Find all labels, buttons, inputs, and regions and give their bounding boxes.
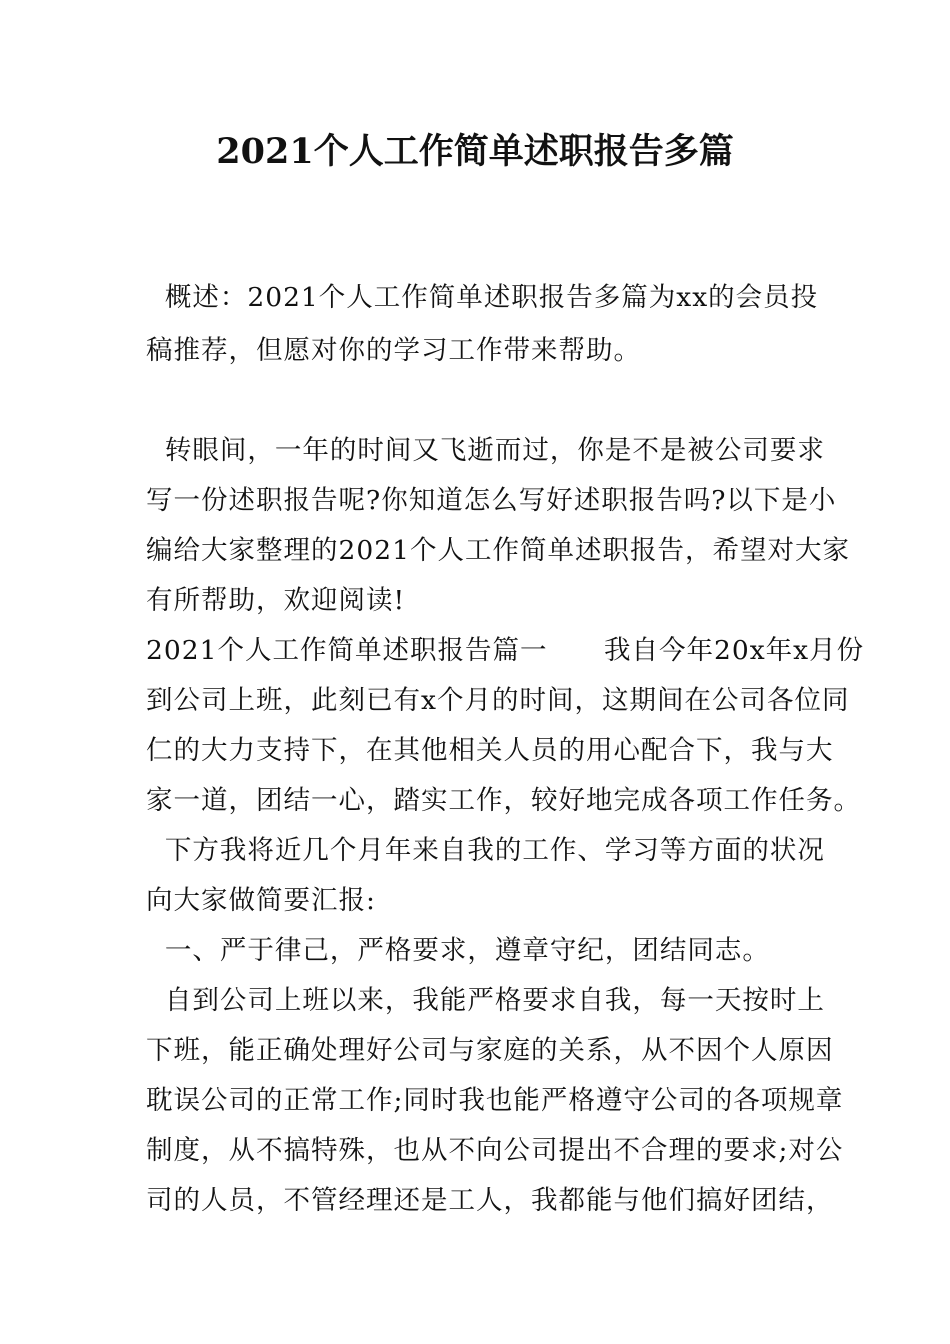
paragraph-line: 仁的大力支持下，在其他相关人员的用心配合下，我与大 [146,735,834,766]
paragraph-line: 下班，能正确处理好公司与家庭的关系，从不因个人原因 [146,1035,834,1066]
paragraph-line: 稿推荐，但愿对你的学习工作带来帮助。 [146,335,641,366]
paragraph-line: 转眼间，一年的时间又飞逝而过，你是不是被公司要求 [146,435,825,466]
paragraph-line: 写一份述职报告呢?你知道怎么写好述职报告吗?以下是小 [146,485,837,516]
document-title: 2021个人工作简单述职报告多篇 [216,131,734,172]
paragraph-line: 2021个人工作简单述职报告篇一 我自今年20x年x月份 [146,635,865,666]
paragraph-line: 编给大家整理的2021个人工作简单述职报告，希望对大家 [146,535,850,566]
paragraph-line: 司的人员，不管经理还是工人，我都能与他们搞好团结， [146,1185,834,1216]
paragraph-line: 家一道，团结一心，踏实工作，较好地完成各项工作任务。 [146,785,861,816]
paragraph-line: 自到公司上班以来，我能严格要求自我，每一天按时上 [146,985,825,1016]
paragraph-line: 下方我将近几个月年来自我的工作、学习等方面的状况 [146,835,825,866]
paragraph-line: 有所帮助，欢迎阅读! [146,585,406,616]
paragraph-line: 耽误公司的正常工作;同时我也能严格遵守公司的各项规章 [146,1085,844,1116]
paragraph-line: 到公司上班，此刻已有x个月的时间，这期间在公司各位同 [146,685,850,716]
paragraph-line: 制度，从不搞特殊，也从不向公司提出不合理的要求;对公 [146,1135,844,1166]
paragraph-line: 向大家做简要汇报: [146,885,376,916]
section-heading: 一、严于律己，严格要求，遵章守纪，团结同志。 [146,935,770,966]
paragraph-line: 概述：2021个人工作简单述职报告多篇为xx的会员投 [146,282,819,313]
